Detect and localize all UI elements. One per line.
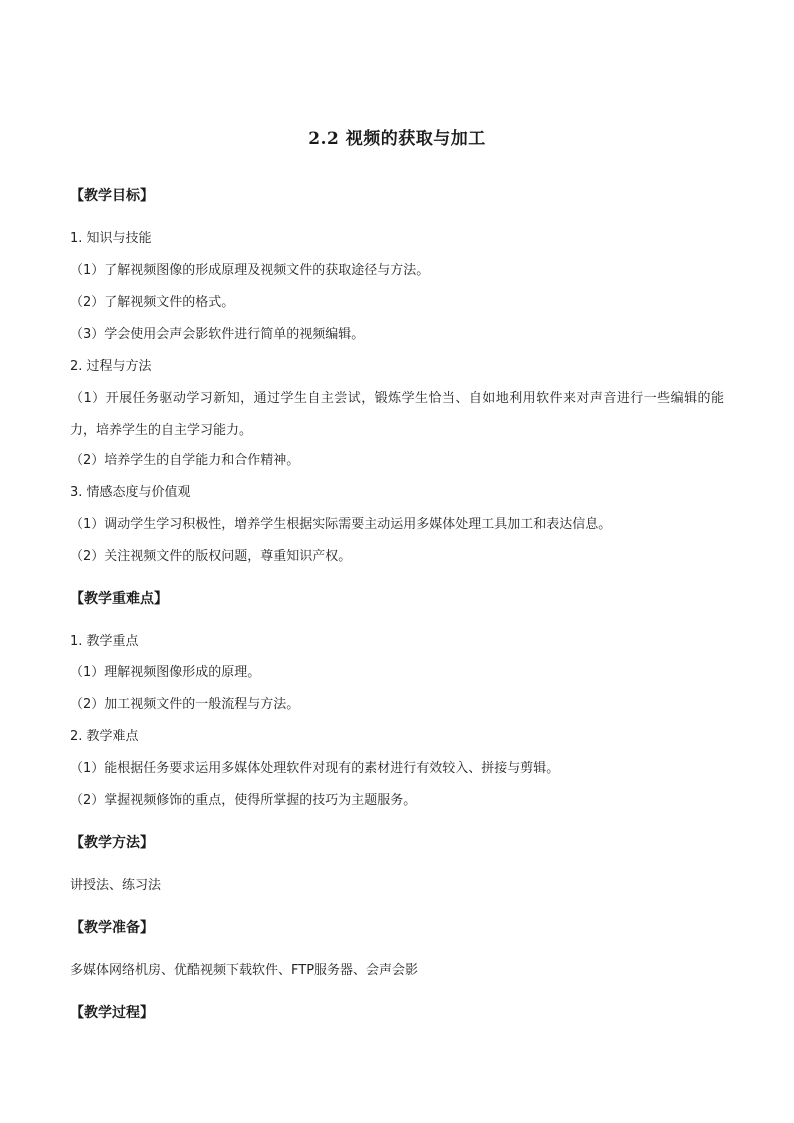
- key-item: [70, 695, 730, 715]
- list-item: （1）能根据任务要求运用多媒体处理软件对现有的素材进行有效较入、拼接与剪辑。: [70, 761, 560, 776]
- section-key-points: [70, 589, 730, 609]
- list-item: （1）调动学生学习积极性，增养学生根据实际需要主动运用多媒体处理工具加工和表达信息。: [70, 517, 612, 532]
- subheading: 2. 过程与方法: [70, 359, 152, 374]
- document-title: 2.2 视频的获取与加工: [308, 129, 486, 149]
- goal-item: [70, 547, 730, 567]
- section-heading: 【教学重难点】: [70, 591, 168, 607]
- section-heading: 【教学准备】: [70, 920, 154, 936]
- subheading: 3. 情感态度与价值观: [70, 485, 191, 500]
- section-heading: 【教学目标】: [70, 188, 154, 204]
- method-text: [70, 876, 730, 896]
- section-teaching-prep: [70, 918, 730, 938]
- list-item: （2）加工视频文件的一般流程与方法。: [70, 697, 300, 712]
- goal-item: [70, 261, 730, 281]
- list-item: （1）了解视频图像的形成原理及视频文件的获取途径与方法。: [70, 263, 430, 278]
- goal-sub-process: [70, 357, 730, 377]
- list-item: （1）开展任务驱动学习新知，通过学生自主尝试，锻炼学生恰当、自如地利用软件来对声音进行一些编辑的能力，培养学生的自主学习能力。: [70, 391, 724, 438]
- key-item: [70, 759, 730, 779]
- section-heading: 【教学方法】: [70, 835, 154, 851]
- prep-text: [70, 961, 730, 981]
- goal-item: [70, 515, 730, 535]
- goal-item: [70, 383, 724, 447]
- key-sub-difficulty: [70, 727, 730, 747]
- key-item: [70, 663, 730, 683]
- goal-item: [70, 325, 730, 345]
- paragraph: 多媒体网络机房、优酷视频下载软件、FTP服务器、会声会影: [70, 963, 419, 978]
- list-item: （1）理解视频图像形成的原理。: [70, 665, 261, 680]
- key-item: [70, 791, 730, 811]
- goal-sub-attitude: [70, 483, 730, 503]
- goal-sub-knowledge: [70, 229, 730, 249]
- list-item: （3）学会使用会声会影软件进行简单的视频编辑。: [70, 327, 365, 342]
- list-item: （2）关注视频文件的版权问题，尊重知识产权。: [70, 549, 352, 564]
- section-teaching-goals: [70, 186, 730, 206]
- list-item: （2）了解视频文件的格式。: [70, 295, 235, 310]
- subheading: 2. 教学难点: [70, 729, 139, 744]
- list-item: （2）培养学生的自学能力和合作精神。: [70, 453, 300, 468]
- goal-item: [70, 293, 730, 313]
- key-sub-focus: [70, 632, 730, 652]
- list-item: （2）掌握视频修饰的重点，使得所掌握的技巧为主题服务。: [70, 793, 417, 808]
- goal-item: [70, 451, 730, 471]
- paragraph: 讲授法、练习法: [70, 878, 162, 893]
- subheading: 1. 教学重点: [70, 634, 139, 649]
- section-teaching-method: [70, 833, 730, 853]
- subheading: 1. 知识与技能: [70, 231, 152, 246]
- section-teaching-process: [70, 1003, 730, 1023]
- section-heading: 【教学过程】: [70, 1005, 154, 1021]
